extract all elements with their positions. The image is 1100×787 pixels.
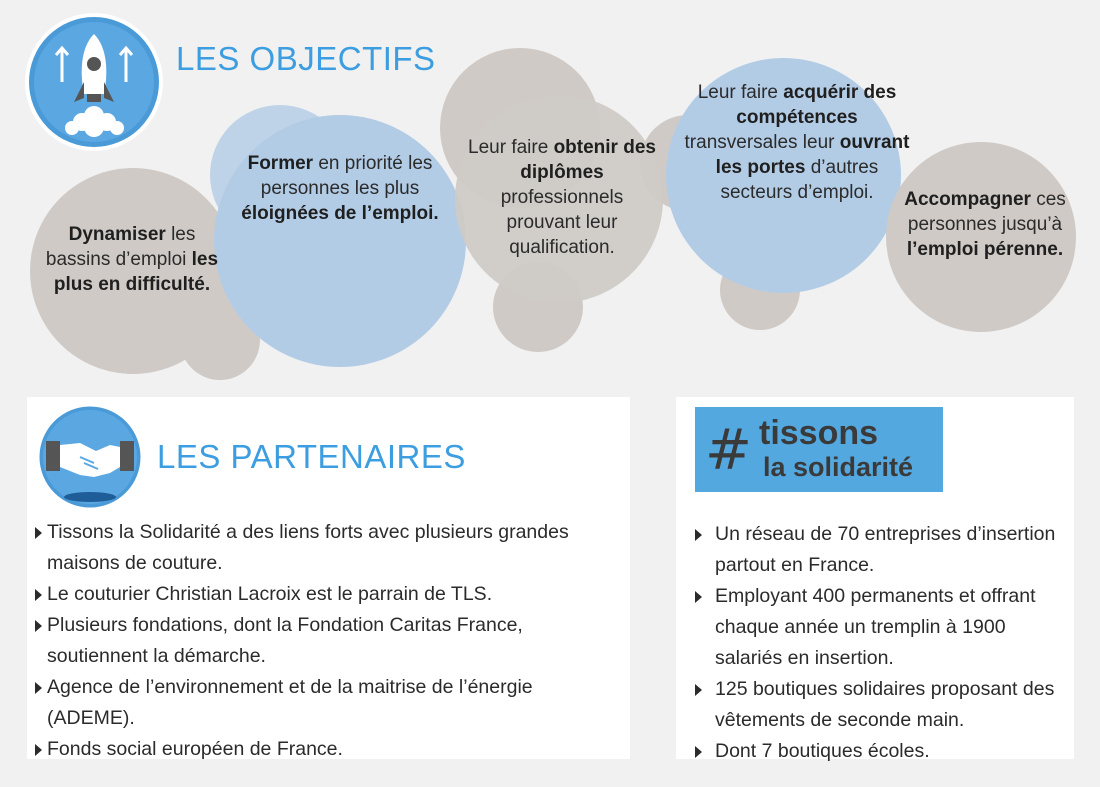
objective-text-segment: en priorité les personnes les plus — [260, 153, 433, 199]
objective-text-segment: professionnels prouvant leur qualification. — [500, 187, 624, 258]
objective-text-segment: l’emploi pérenne. — [906, 239, 1064, 260]
list-item: Dont 7 boutiques écoles. — [695, 736, 1070, 767]
objective-text-segment: Leur faire — [468, 137, 554, 158]
brand-list — [695, 519, 1070, 767]
rocket-icon — [24, 12, 164, 152]
objective-text-segment: Accompagner — [904, 189, 1031, 210]
list-item: Agence de l’environnement et de la maitrise de l’énergie (ADEME). — [35, 672, 625, 734]
brand-hash: # — [705, 418, 752, 483]
list-item: 125 boutiques solidaires proposant des vêtements de seconde main. — [695, 674, 1070, 736]
partners-title: LES PARTENAIRES — [157, 438, 466, 475]
objective-text-segment: les plus en difficulté. — [53, 249, 219, 295]
handshake-icon — [36, 403, 144, 511]
list-item: Un réseau de 70 entreprises d’insertion partout en France. — [695, 519, 1070, 581]
objective-text-segment: les bassins d’emploi — [45, 224, 196, 270]
objective-text-1 — [42, 222, 222, 297]
objective-text-segment: éloignées de l’emploi. — [241, 203, 439, 224]
objective-text-segment: d’autres secteurs d’emploi. — [720, 157, 879, 203]
brand-logo — [695, 407, 943, 492]
objective-text-segment: obtenir des diplômes — [520, 137, 656, 183]
objective-text-segment: ouvrant les portes — [715, 132, 910, 178]
brand-line1: tissons — [759, 414, 879, 452]
objectives-title: LES OBJECTIFS — [176, 40, 436, 77]
objective-text-segment: ces personnes jusqu’à — [907, 189, 1066, 235]
list-item: Employant 400 permanents et offrant chaque année un tremplin à 1900 salariés en insertion. — [695, 581, 1070, 674]
objective-text-segment: Leur faire — [697, 82, 784, 103]
objective-text-segment: Former — [247, 153, 314, 174]
list-item: Fonds social européen de France. — [35, 734, 625, 765]
list-item: Plusieurs fondations, dont la Fondation Caritas France, soutiennent la démarche. — [35, 610, 625, 672]
list-item: Tissons la Solidarité a des liens forts avec plusieurs grandes maisons de couture. — [35, 517, 625, 579]
partners-list — [35, 517, 625, 765]
objective-text-2 — [240, 151, 440, 226]
objective-text-5 — [894, 187, 1076, 262]
objective-text-segment: transversales leur — [684, 132, 840, 153]
objective-text-segment: Dynamiser — [68, 224, 166, 245]
brand-line2: la solidarité — [763, 452, 914, 482]
list-item: Le couturier Christian Lacroix est le parrain de TLS. — [35, 579, 625, 610]
objective-text-3 — [468, 135, 656, 260]
objective-text-4 — [678, 80, 916, 205]
objective-text-segment: acquérir des compétences — [736, 82, 897, 128]
